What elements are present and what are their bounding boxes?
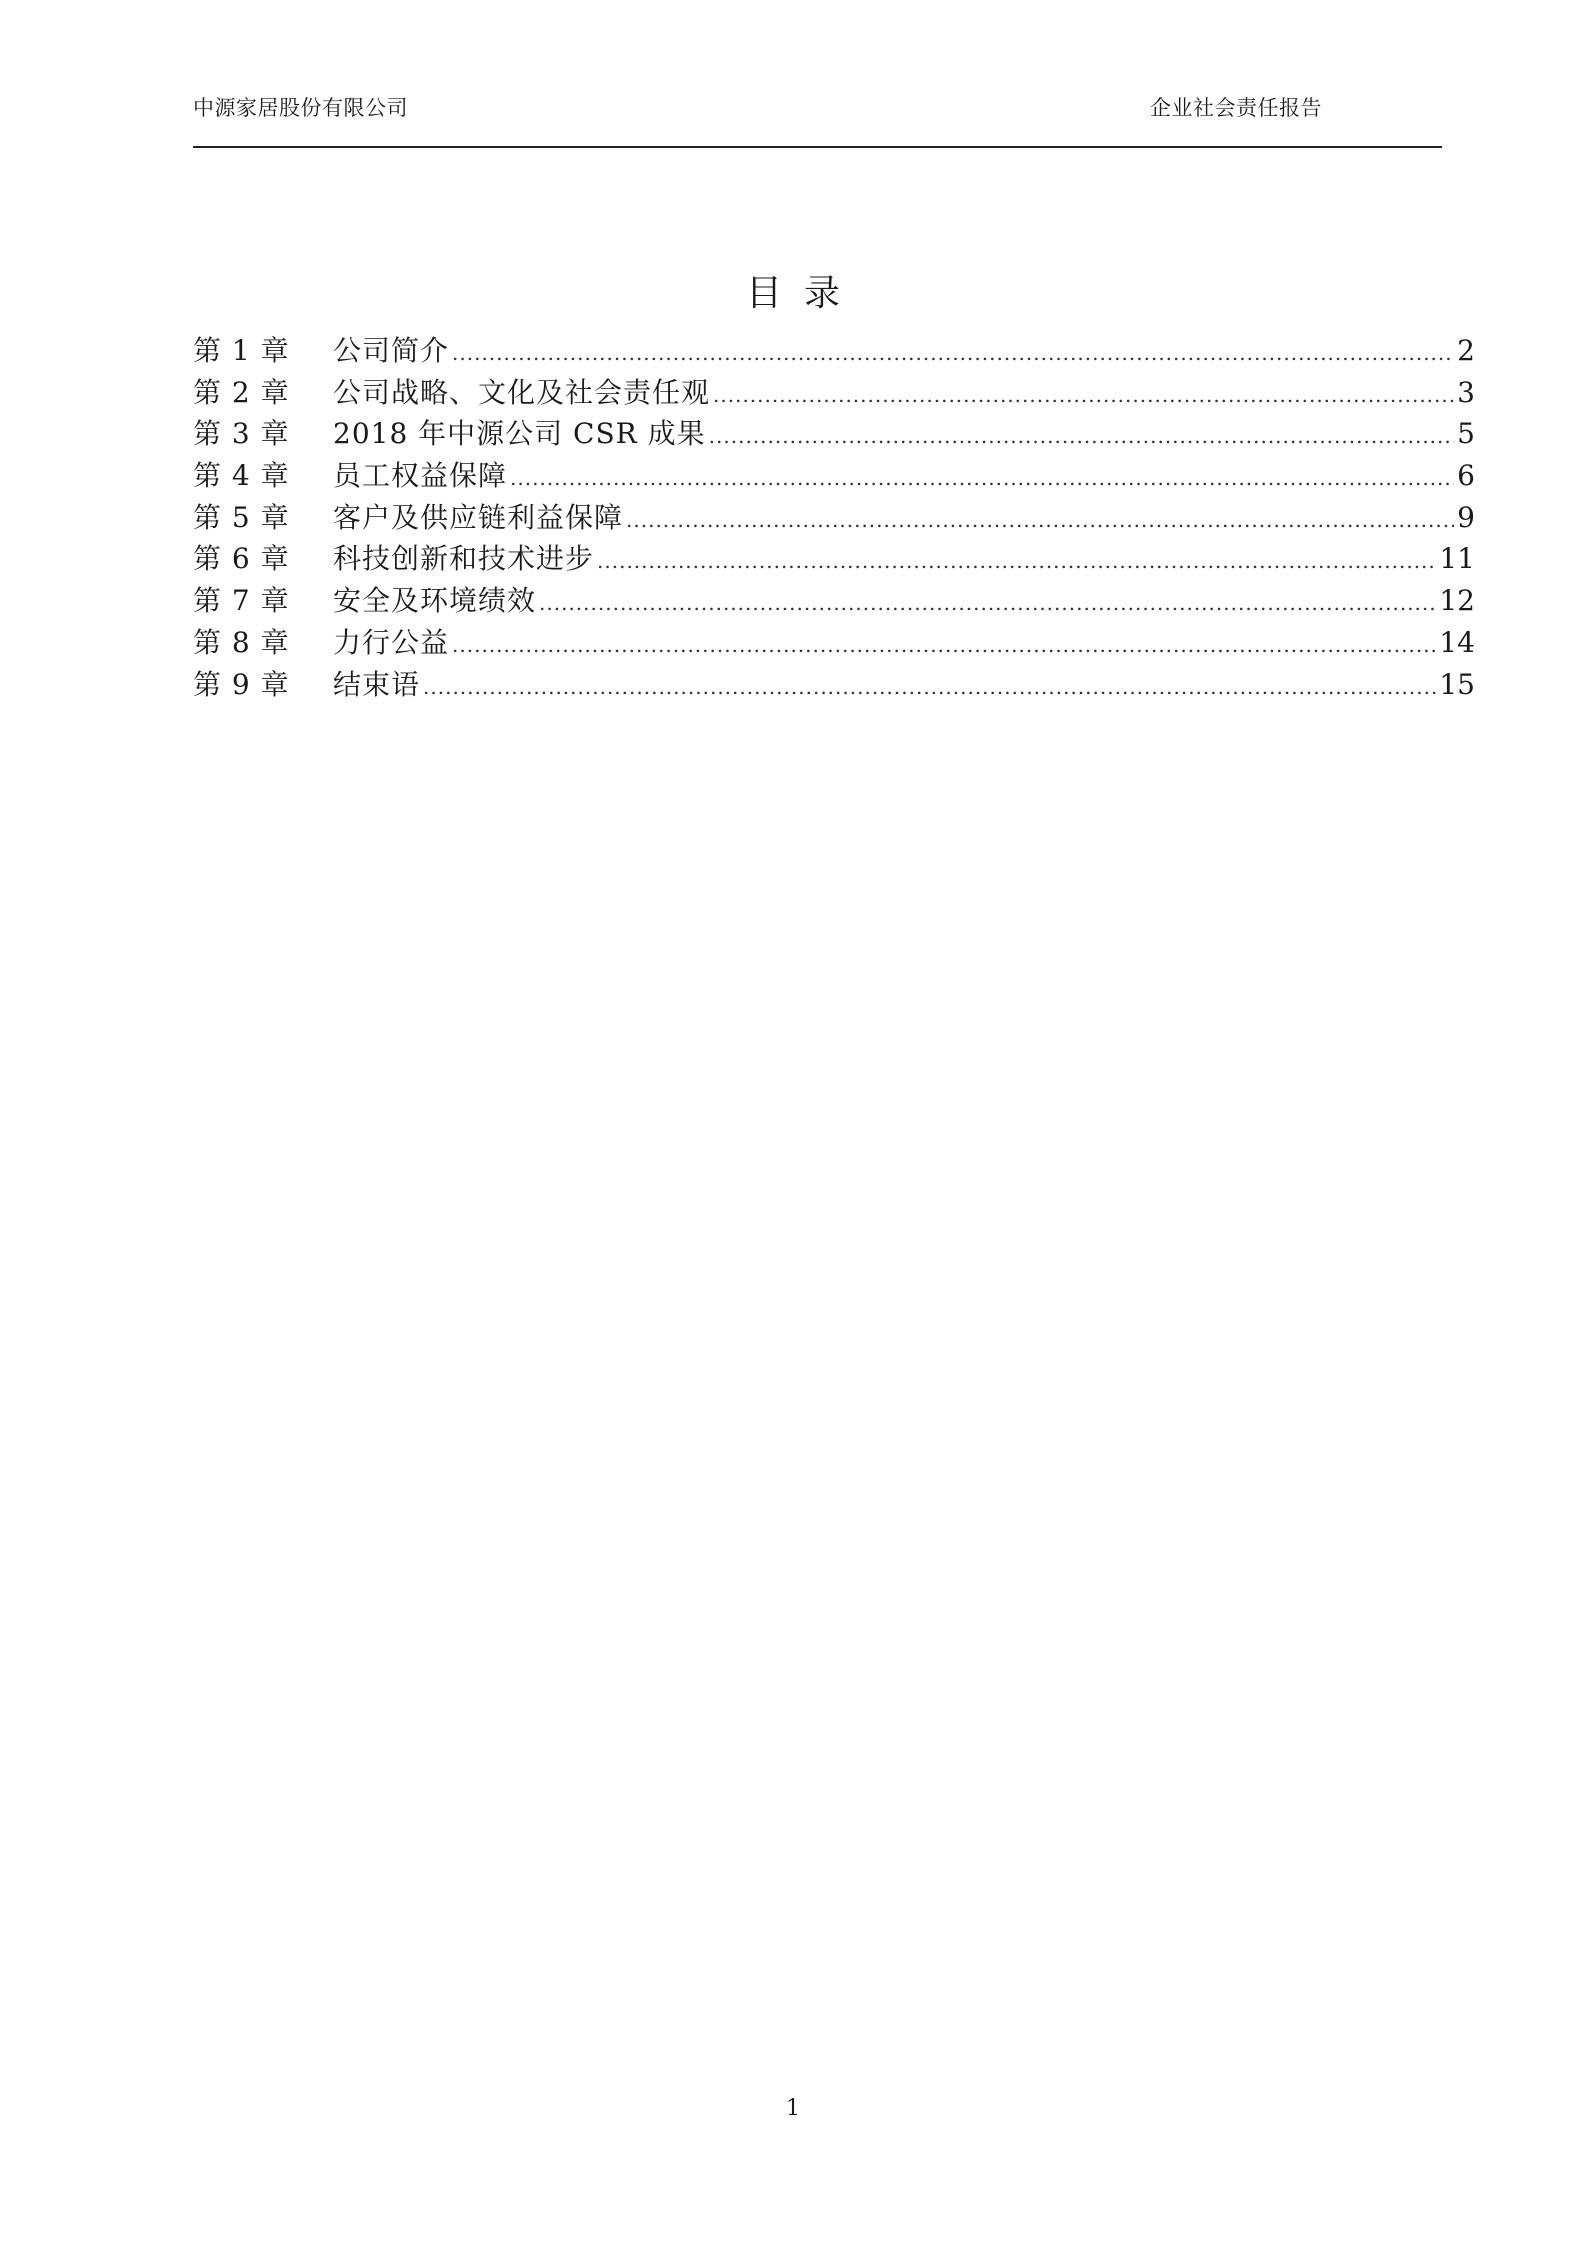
toc-page-number: 9	[1457, 500, 1475, 534]
toc-chapter-title: 员工权益保障	[333, 459, 508, 493]
toc-dot-leader	[423, 667, 1436, 709]
toc-chapter-number: 第 4 章	[193, 459, 290, 493]
toc-entry-6[interactable]	[193, 538, 1475, 580]
toc-entry-1[interactable]	[193, 330, 1475, 372]
toc-page-number: 15	[1439, 667, 1475, 701]
toc-dot-leader	[709, 416, 1455, 458]
toc-page-number: 5	[1457, 417, 1475, 451]
toc-dot-leader	[713, 375, 1454, 417]
toc-dot-leader	[626, 500, 1454, 542]
toc-chapter-title: 科技创新和技术进步	[333, 542, 595, 576]
toc-entry-3[interactable]	[193, 413, 1475, 455]
toc-chapter-title: 公司简介	[333, 334, 450, 367]
toc-page-number: 2	[1457, 334, 1475, 367]
page-header	[193, 88, 1442, 148]
toc-title: 目录	[745, 273, 862, 314]
toc-chapter-number: 第 9 章	[193, 667, 290, 701]
toc-chapter-title: 结束语	[333, 667, 421, 701]
toc-dot-leader	[452, 625, 1436, 667]
toc-entry-4[interactable]	[193, 455, 1475, 497]
toc-chapter-title: 安全及环境绩效	[333, 584, 537, 618]
toc-chapter-number: 第 1 章	[193, 334, 290, 367]
toc-page-number: 12	[1439, 584, 1475, 618]
report-title: 企业社会责任报告	[1150, 96, 1322, 120]
toc-entry-7[interactable]	[193, 580, 1475, 622]
toc-page-number: 11	[1439, 542, 1475, 576]
toc-chapter-title: 力行公益	[333, 625, 450, 659]
toc-chapter-title: 客户及供应链利益保障	[333, 500, 624, 534]
toc-chapter-number: 第 8 章	[193, 625, 290, 659]
toc-chapter-title: 公司战略、文化及社会责任观	[333, 375, 711, 409]
toc-list	[193, 330, 1475, 705]
toc-page-number: 3	[1457, 375, 1475, 409]
toc-dot-leader	[597, 541, 1436, 583]
toc-entry-2[interactable]	[193, 372, 1475, 414]
toc-chapter-number: 第 3 章	[193, 417, 290, 451]
toc-entry-8[interactable]	[193, 622, 1475, 664]
toc-chapter-number: 第 2 章	[193, 375, 290, 409]
company-name: 中源家居股份有限公司	[193, 96, 408, 120]
toc-entry-5[interactable]	[193, 497, 1475, 539]
toc-page-number: 14	[1439, 625, 1475, 659]
toc-chapter-number: 第 6 章	[193, 542, 290, 576]
toc-chapter-number: 第 5 章	[193, 500, 290, 534]
toc-page-number: 6	[1457, 459, 1475, 493]
toc-entry-9[interactable]	[193, 664, 1475, 706]
toc-dot-leader	[539, 583, 1436, 625]
toc-dot-leader	[452, 333, 1454, 375]
toc-chapter-number: 第 7 章	[193, 584, 290, 618]
page-number: 1	[786, 2096, 800, 2121]
toc-chapter-title: 2018 年中源公司 CSR 成果	[333, 417, 706, 451]
toc-dot-leader	[510, 458, 1454, 500]
